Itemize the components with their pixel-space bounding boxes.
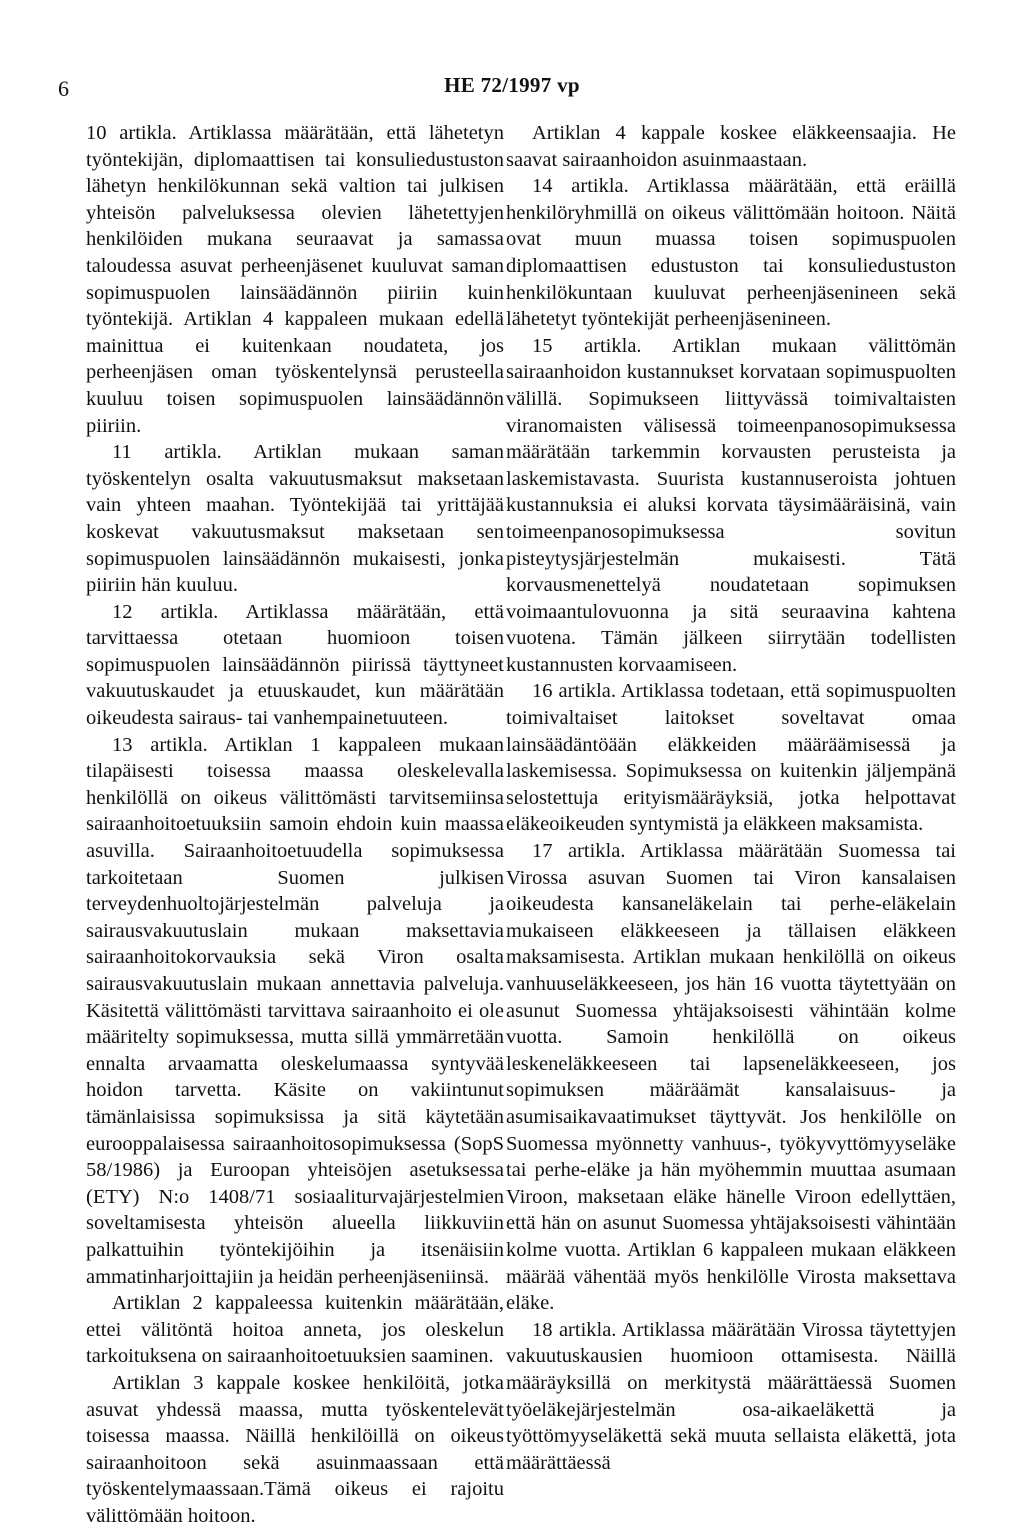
paragraph-article-13: 13 artikla. Artiklan 1 kappaleen mukaan tilapäisesti toisessa maassa oleskelevalla henkilöllä on oikeus välittömästi tarvitsemiinsa sairaanhoitoetuuksiin samoin ehdoin kuin maassa asuvilla. Sairaanhoitoetuudella sopimuksessa tarkoitetaan Suomen julkisen terveydenhuoltojärjestelmän palveluja ja sairausvakuutuslain mukaan maksettavia sairaanhoitokorvauksia sekä Viron osalta sairausvakuutuslain mukaan annettavia palveluja. Käsitettä välittömästi tarvittava sairaanhoito ei ole määritelty sopimuksessa, mutta sillä ymmärretään ennalta arvaamatta oleskelumaassa syntyvää hoidon tarvetta. Käsite on vakiintunut tämänlaisissa sopimuksissa ja sitä käytetään eurooppalaisessa sairaanhoitosopimuksessa (SopS 58/1986) ja Euroopan yhteisöjen asetuksessa (ETY) N:o 1408/71 sosiaaliturvajärjestelmien soveltamisesta yhteisön alueella liikkuviin palkattuihin työntekijöihin ja itsenäisiin ammatinharjoittajiin ja heidän perheenjäseniinsä. [86, 733, 504, 1288]
paragraph-article-10: 10 artikla. Artiklassa määrätään, että lähetetyn työntekijän, diplomaattisen tai konsuliedustuston lähetyn henkilökunnan sekä valtion tai julkisen yhteisön palveluksessa olevien lähetettyjen henkilöiden mukana seuraavat ja samassa taloudessa asuvat perheenjäsenet kuuluvat saman sopimuspuolen lainsäädännön piiriin kuin työntekijä. Artiklan 4 kappaleen mukaan edellä mainittua ei kuitenkaan noudateta, jos perheenjäsen oman työskentelynsä perusteella kuuluu toisen sopimuspuolen lainsäädännön piiriin. [86, 122, 504, 437]
document-id-header: HE 72/1997 vp [444, 73, 580, 97]
right-text-column [506, 120, 956, 1476]
paragraph-article-13-section-3: Artiklan 3 kappale koskee henkilöitä, jotka asuvat yhdessä maassa, mutta työskentelevät toisessa maassa. Näillä henkilöillä on oikeus sairaanhoitoon sekä asuinmaassaan että työskentelymaassaan.Tämä oikeus ei rajoitu välittömään hoitoon. [86, 1371, 504, 1527]
page-number: 6 [58, 76, 69, 101]
paragraph-article-11: 11 artikla. Artiklan mukaan saman työskentelyn osalta vakuutusmaksut maksetaan vain yhteen maahan. Työntekijää tai yrittäjää koskevat vakuutusmaksut maksetaan sen sopimuspuolen lainsäädännön mukaisesti, jonka piiriin hän kuuluu. [86, 441, 504, 597]
paragraph-article-12: 12 artikla. Artiklassa määrätään, että tarvittaessa otetaan huomioon toisen sopimuspuolen lainsäädännön piirissä täyttyneet vakuutuskaudet ja etuuskaudet, kun määrätään oikeudesta sairaus- tai vanhempainetuuteen. [86, 600, 504, 730]
paragraph-article-13-section-4: Artiklan 4 kappale koskee eläkkeensaajia. He saavat sairaanhoidon asuinmaastaan. [506, 122, 956, 171]
paragraph-article-15: 15 artikla. Artiklan mukaan välittömän sairaanhoidon kustannukset korvataan sopimuspuolten välillä. Sopimukseen liittyvässä toimivaltaisten viranomaisten välisessä toimeenpanosopimuksessa määrätään tarkemmin korvausten perusteista ja laskemistavasta. Suurista kustannuseroista johtuen kustannuksia ei aluksi korvata täysimääräisinä, vain toimeenpanosopimuksessa sovitun pisteytysjärjestelmän mukaisesti. Tätä korvausmenettelyä noudatetaan sopimuksen voimaantulovuonna ja sitä seuraavina kahtena vuotena. Tämän jälkeen siirrytään todellisten kustannusten korvaamiseen. [506, 334, 956, 676]
paragraph-article-13-section-2: Artiklan 2 kappaleessa kuitenkin määrätään, ettei välitöntä hoitoa anneta, jos oleskelun tarkoituksena on sairaanhoitoetuuksien saaminen. [86, 1292, 504, 1368]
paragraph-article-14: 14 artikla. Artiklassa määrätään, että eräillä henkilöryhmillä on oikeus välittömään hoitoon. Näitä ovat muun muassa toisen sopimuspuolen diplomaattisen edustuston tai konsuliedustuston henkilökuntaan kuuluvat perheenjäsenineen sekä lähetetyt työntekijät perheenjäsenineen. [506, 175, 956, 331]
paragraph-article-16: 16 artikla. Artiklassa todetaan, että sopimuspuolten toimivaltaiset laitokset soveltavat omaa lainsäädäntöään eläkkeiden määräämisessä ja laskemisessa. Sopimuksessa on kuitenkin jäljempänä selostettuja erityismääräyksiä, jotka helpottavat eläkeoikeuden syntymistä ja eläkkeen maksamista. [506, 680, 956, 836]
paragraph-article-17: 17 artikla. Artiklassa määrätään Suomessa tai Virossa asuvan Suomen tai Viron kansalaisen oikeudesta kansaneläkelain tai perhe-eläkelain mukaiseen eläkkeeseen ja tällaisen eläkkeen maksamisesta. Artiklan mukaan henkilöllä on oikeus vanhuuseläkkeeseen, jos hän 16 vuotta täytettyään on asunut Suomessa yhtäjaksoisesti vähintään kolme vuotta. Samoin henkilöllä on oikeus leskeneläkkeeseen tai lapseneläkkeeseen, jos sopimuksen määräämät kansalaisuus- ja asumisaikavaatimukset täyttyvät. Jos henkilölle on Suomessa myönnetty vanhuus-, työkyvyttömyyseläke tai perhe-eläke ja hän myöhemmin muuttaa asumaan Viroon, maksetaan eläke hänelle Viroon edellyttäen, että hän on asunut Suomessa yhtäjaksoisesti vähintään kolme vuotta. Artiklan 6 kappaleen mukaan eläkkeen määrää vähentää myös henkilölle Virosta maksettava eläke. [506, 840, 956, 1315]
left-text-column [86, 120, 504, 1529]
paragraph-article-18: 18 artikla. Artiklassa määrätään Virossa täytettyjen vakuutuskausien huomioon ottamisesta. Näillä määräyksillä on merkitystä määrättäessä Suomen työeläkejärjestelmän osa-aikaeläkettä ja työttömyyseläkettä sekä muuta sellaista eläkettä, jota määrättäessä [506, 1318, 956, 1474]
